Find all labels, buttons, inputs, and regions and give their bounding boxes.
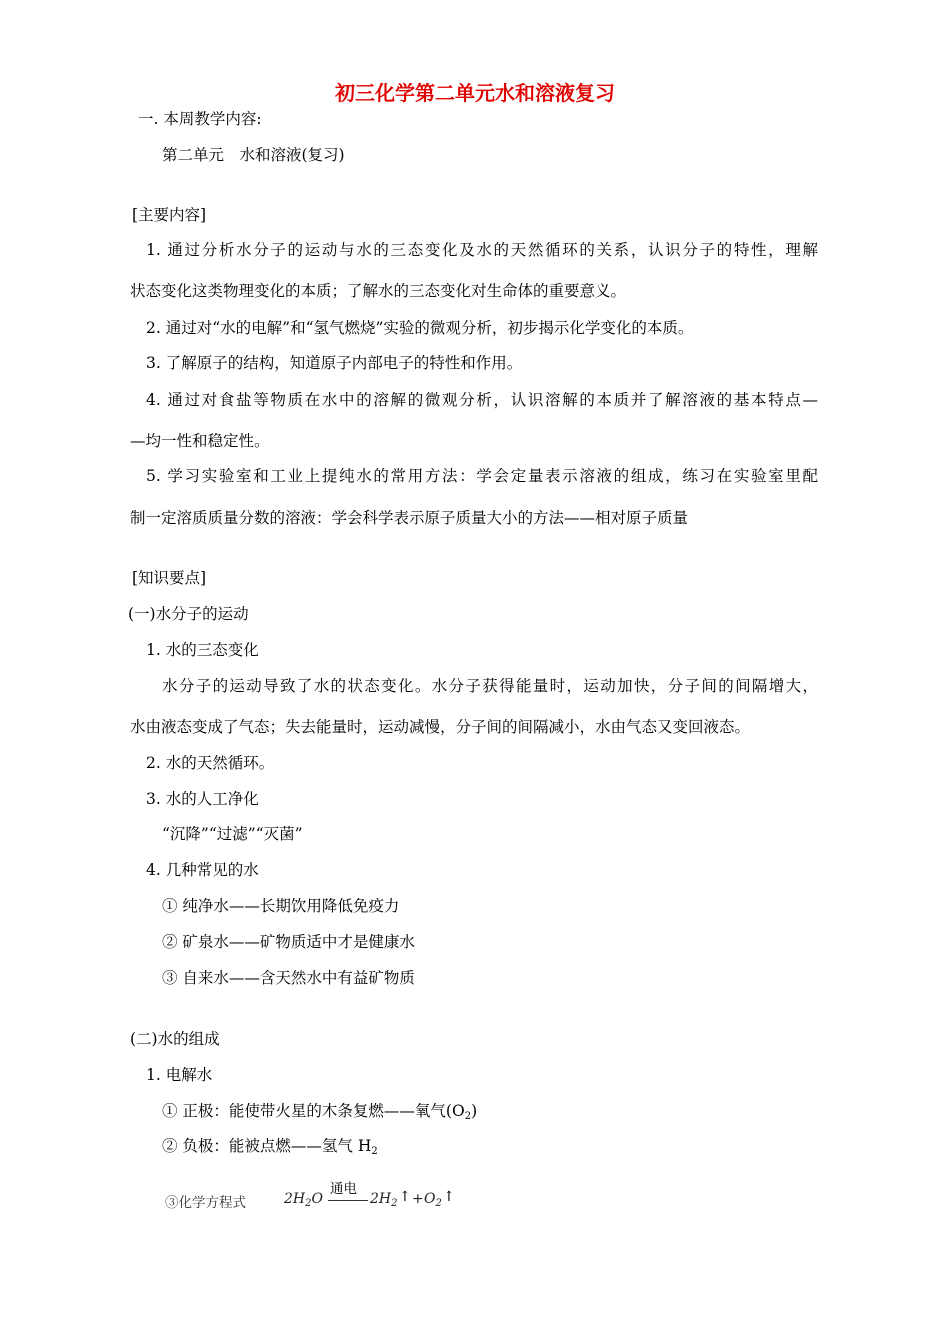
- natural-cycle-heading: 2. 水的天然循环。: [146, 754, 275, 772]
- equation-product-hydrogen: $2H_2$: [370, 1191, 398, 1209]
- equation-reactant: $2H_2O$: [284, 1191, 323, 1209]
- main-item-4-line-1: 4. 通过对食盐等物质在水中的溶解的微观分析，认识溶解的本质并了解溶液的基本特点—: [146, 391, 818, 409]
- equation-condition: 通电: [330, 1181, 357, 1197]
- water-type-mineral: ② 矿泉水——矿物质适中才是健康水: [162, 933, 415, 951]
- part-one-heading: (一)水分子的运动: [128, 605, 249, 623]
- three-states-text-line-1: 水分子的运动导致了水的状态变化。水分子获得能量时，运动加快，分子间的间隔增大，: [162, 677, 818, 695]
- three-states-heading: 1. 水的三态变化: [146, 641, 259, 659]
- electrolysis-heading: 1. 电解水: [146, 1066, 213, 1084]
- main-item-2: 2. 通过对“水的电解”和“氢气燃烧”实验的微观分析，初步揭示化学变化的本质。: [146, 319, 694, 337]
- water-type-pure: ① 纯净水——长期饮用降低免疫力: [162, 897, 400, 915]
- equation-product-oxygen: $O_2$: [424, 1191, 442, 1209]
- main-item-3: 3. 了解原子的结构，知道原子内部电子的特性和作用。: [146, 354, 523, 372]
- purification-steps: “沉降”“过滤”“灭菌”: [162, 825, 303, 843]
- part-two-heading: (二)水的组成: [130, 1030, 220, 1048]
- main-item-5-line-1: 5. 学习实验室和工业上提纯水的常用方法：学会定量表示溶液的组成，练习在实验室里配: [146, 467, 818, 485]
- main-item-5-line-2: 制一定溶质质量分数的溶液：学会科学表示原子质量大小的方法——相对原子质量: [130, 509, 689, 527]
- negative-pole-text: ② 负极：能被点燃——氢气 $H_2$: [162, 1137, 378, 1157]
- main-item-1-line-1: 1. 通过分析水分子的运动与水的三态变化及水的天然循环的关系，认识分子的特性，理解: [146, 241, 818, 259]
- water-type-tap: ③ 自来水——含天然水中有益矿物质: [162, 969, 415, 987]
- positive-pole-text: ① 正极：能使带火星的木条复燃——氧气$(O_2)$: [162, 1102, 478, 1122]
- equation-plus: +: [412, 1191, 424, 1207]
- equation-label: ③化学方程式: [165, 1195, 246, 1211]
- water-types-heading: 4. 几种常见的水: [146, 861, 259, 879]
- gas-up-arrow-icon: ↑: [399, 1189, 411, 1205]
- main-content-heading: [主要内容]: [132, 206, 207, 224]
- knowledge-heading: [知识要点]: [132, 569, 207, 587]
- main-item-1-line-2: 状态变化这类物理变化的本质；了解水的三态变化对生命体的重要意义。: [130, 282, 627, 300]
- purification-heading: 3. 水的人工净化: [146, 790, 259, 808]
- equation-arrow-line: [328, 1200, 368, 1201]
- three-states-text-line-2: 水由液态变成了气态；失去能量时，运动减慢，分子间的间隔减小，水由气态又变回液态。: [130, 718, 751, 736]
- main-item-4-line-2: —均一性和稳定性。: [130, 432, 270, 450]
- chemical-equation: [162, 1176, 482, 1216]
- section-one-heading: 一. 本周教学内容:: [138, 110, 262, 128]
- document-title: 初三化学第二单元水和溶液复习: [335, 81, 615, 105]
- gas-up-arrow-icon: ↑: [443, 1189, 455, 1205]
- unit-name: 第二单元 水和溶液(复习): [162, 146, 345, 164]
